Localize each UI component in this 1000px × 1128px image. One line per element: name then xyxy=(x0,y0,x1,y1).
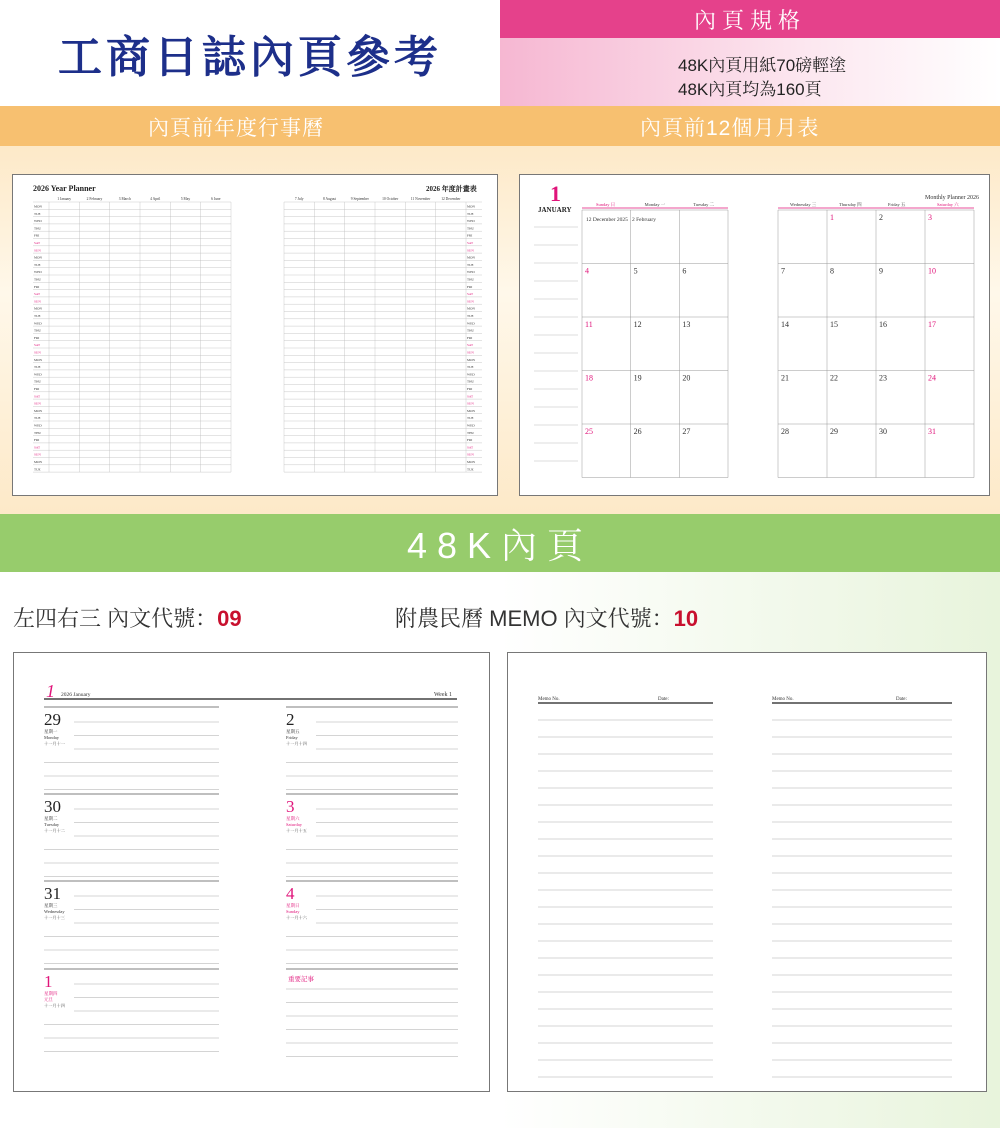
weekday-label: FRI xyxy=(34,233,40,238)
weekday-header: Thursday 四 xyxy=(839,202,862,207)
month-header: 5 May xyxy=(180,197,191,201)
monthly-planner-sheet xyxy=(520,175,989,495)
day-number: 6 xyxy=(682,266,687,276)
memo-date-label: Date: xyxy=(896,697,907,702)
diary-day-en: 元旦 xyxy=(44,997,53,1002)
day-number: 23 xyxy=(879,373,887,383)
diary-day-en: Sunday xyxy=(286,909,300,914)
weekday-label: TUE xyxy=(467,365,474,370)
diary-day-en: Saturday xyxy=(286,822,302,827)
weekday-label: SUN xyxy=(467,248,474,253)
diary-day-number: 31 xyxy=(44,884,61,903)
weekday-label: FRI xyxy=(467,233,473,238)
year-planner-title-cn: 2026 年度計畫表 xyxy=(426,185,477,193)
weekday-label: WED xyxy=(34,270,42,275)
weekday-label: TUE xyxy=(34,467,41,472)
day-number: 7 xyxy=(781,266,785,276)
diary-lunar-date: 十一月十三 xyxy=(44,915,65,920)
diary-month-number: 1 xyxy=(46,681,55,701)
weekday-label: SUN xyxy=(467,299,474,304)
day-number: 21 xyxy=(781,373,789,383)
diary-lunar-date: 十一月十一 xyxy=(44,741,65,746)
weekday-label: MON xyxy=(467,306,475,311)
diary-day-number: 2 xyxy=(286,710,295,729)
weekday-label: SAT xyxy=(467,292,474,297)
weekday-label: SAT xyxy=(467,445,474,450)
diary-page xyxy=(13,652,490,1092)
diary-day-number: 30 xyxy=(44,797,61,816)
weekday-label: MON xyxy=(34,357,42,362)
month-header: 1 January xyxy=(57,197,72,201)
weekday-label: MON xyxy=(34,408,42,413)
weekday-label: SUN xyxy=(34,401,41,406)
weekday-label: WED xyxy=(467,372,475,377)
spec-line: 48K內頁用紙70磅輕塗 xyxy=(678,56,847,75)
diary-day-cn: 星期五 xyxy=(286,729,300,734)
orange-section-band xyxy=(0,106,1000,146)
month-name: JANUARY xyxy=(538,206,572,214)
month-header: 3 March xyxy=(118,197,131,201)
day-number: 16 xyxy=(879,320,887,329)
memo-date-label: Date: xyxy=(658,697,669,702)
weekday-header: Friday 五 xyxy=(888,202,906,207)
month-header: 11 November xyxy=(410,197,431,201)
day-number: 18 xyxy=(585,373,593,383)
day-number: 26 xyxy=(633,427,642,436)
day-number: 3 xyxy=(928,213,932,222)
weekday-header: Tuesday 二 xyxy=(693,202,715,207)
weekday-label: FRI xyxy=(467,335,473,340)
weekday-label: MON xyxy=(34,460,42,464)
diary-day-en: Tuesday xyxy=(44,822,60,827)
weekday-label: SAT xyxy=(467,343,474,348)
memo-sheet xyxy=(508,653,986,1091)
year-planner-sheet xyxy=(13,175,497,495)
weekday-label: THU xyxy=(34,379,41,384)
month-header: 12 December xyxy=(441,197,461,201)
day-number: 22 xyxy=(830,373,838,383)
diary-day-cn: 星期日 xyxy=(286,903,300,908)
weekday-label: FRI xyxy=(34,438,40,443)
day-number: 13 xyxy=(682,320,691,329)
weekday-label: MON xyxy=(34,255,42,260)
weekday-label: MON xyxy=(467,255,475,260)
diary-lunar-date: 十一月十四 xyxy=(286,741,307,746)
monthly-calendar-label: 內頁前12個月月表 xyxy=(640,117,820,140)
day-number: 31 xyxy=(928,427,936,436)
weekday-label: FRI xyxy=(467,438,473,443)
weekday-label: WED xyxy=(34,219,42,224)
diary-day-number: 3 xyxy=(286,797,295,816)
weekday-label: THU xyxy=(34,226,41,231)
weekday-label: SUN xyxy=(34,350,41,355)
left-code-label xyxy=(13,602,242,633)
page-title: 工商日誌內頁參考 xyxy=(58,33,442,82)
weekday-label: WED xyxy=(34,423,42,428)
month-number: 1 xyxy=(550,181,561,206)
month-header: 10 October xyxy=(382,197,399,201)
weekday-label: THU xyxy=(467,328,474,333)
weekday-label: TUE xyxy=(34,262,41,267)
weekday-header: Wednesday 三 xyxy=(790,202,817,207)
mini-calendar-title: 12 December 2025 xyxy=(586,217,628,223)
memo-page xyxy=(507,652,987,1092)
month-header: 6 June xyxy=(211,197,221,201)
weekday-label: TUE xyxy=(467,262,474,267)
weekday-label: TUE xyxy=(467,416,474,421)
weekday-label: FRI xyxy=(467,387,473,391)
diary-day-cn: 星期四 xyxy=(44,991,58,996)
weekday-label: SAT xyxy=(34,394,41,399)
weekday-label: SUN xyxy=(34,248,41,253)
day-number: 1 xyxy=(830,213,834,222)
day-number: 11 xyxy=(585,320,593,329)
weekday-label: SAT xyxy=(34,445,41,450)
weekday-header: Monday 一 xyxy=(644,202,666,207)
weekday-label: SUN xyxy=(467,350,474,355)
diary-day-cn: 星期一 xyxy=(44,729,58,734)
weekday-label: WED xyxy=(467,321,475,326)
diary-day-en: Friday xyxy=(286,735,298,740)
monthly-planner-grid xyxy=(534,201,974,478)
inner-page-band: 48K內頁 xyxy=(0,514,1000,572)
diary-day-en: Monday xyxy=(44,735,59,740)
weekday-label: MON xyxy=(467,204,475,209)
weekday-label: SAT xyxy=(34,241,41,245)
year-calendar-label: 內頁前年度行事曆 xyxy=(148,117,324,140)
diary-day-number: 1 xyxy=(44,972,53,991)
weekday-label: THU xyxy=(34,277,41,282)
weekday-label: SAT xyxy=(467,241,474,245)
weekday-label: WED xyxy=(34,372,42,377)
monthly-planner-page xyxy=(519,174,990,496)
weekday-label: THU xyxy=(34,430,41,435)
diary-day-number: 4 xyxy=(286,884,295,903)
inner-page-section xyxy=(0,572,1000,1128)
year-planner-page xyxy=(12,174,498,496)
weekday-header: Sunday 日 xyxy=(596,202,616,207)
weekday-label: WED xyxy=(467,219,475,224)
weekday-label: FRI xyxy=(34,335,40,340)
weekday-label: MON xyxy=(467,460,475,464)
weekday-label: THU xyxy=(467,226,474,231)
weekday-label: TUE xyxy=(34,314,41,318)
day-number: 5 xyxy=(633,266,638,276)
day-number: 14 xyxy=(781,320,789,329)
weekday-label: SAT xyxy=(467,394,474,399)
day-number: 4 xyxy=(585,266,589,276)
diary-day-cn: 星期六 xyxy=(286,816,300,821)
weekday-label: WED xyxy=(467,423,475,428)
left-code-number: 09 xyxy=(217,606,242,631)
year-planner-grid xyxy=(33,197,482,472)
day-number: 2 xyxy=(879,213,883,222)
month-header: 9 September xyxy=(350,197,369,201)
day-number: 19 xyxy=(633,373,642,383)
weekday-label: THU xyxy=(467,277,474,282)
diary-day-cn: 星期二 xyxy=(44,816,58,821)
diary-notes-label: 重要記事 xyxy=(288,976,314,983)
weekday-label: TUE xyxy=(467,211,474,216)
weekday-label: TUE xyxy=(467,314,474,318)
weekday-label: SUN xyxy=(34,452,41,457)
day-number: 28 xyxy=(781,427,789,436)
memo-no-label: Memo No. xyxy=(772,697,794,702)
memo-no-label: Memo No. xyxy=(538,697,560,702)
left-code-text: 左四右三 內文代號： xyxy=(13,606,218,631)
diary-day-en: Wednesday xyxy=(44,909,65,914)
weekday-label: FRI xyxy=(34,284,40,289)
right-code-number: 10 xyxy=(673,606,699,631)
weekday-label: SUN xyxy=(467,452,474,457)
right-code-text: 附農民曆 MEMO 內文代號： xyxy=(395,606,674,631)
spec-panel xyxy=(500,38,1000,106)
day-number: 20 xyxy=(682,373,691,383)
weekday-label: MON xyxy=(34,306,42,311)
weekday-label: MON xyxy=(467,408,475,413)
day-number: 30 xyxy=(879,427,887,436)
weekday-label: THU xyxy=(467,379,474,384)
weekday-label: MON xyxy=(467,357,475,362)
diary-week-label: Week 1 xyxy=(434,692,453,698)
day-number: 17 xyxy=(928,320,936,329)
calendar-preview-section xyxy=(0,146,1000,514)
diary-day-cn: 星期三 xyxy=(44,903,58,908)
day-number: 10 xyxy=(928,266,936,276)
day-number: 12 xyxy=(633,320,642,329)
diary-lunar-date: 十一月十四 xyxy=(44,1003,65,1008)
month-header: 4 April xyxy=(150,197,161,201)
weekday-label: TUE xyxy=(467,467,474,472)
diary-sheet xyxy=(14,653,489,1091)
weekday-label: TUE xyxy=(34,365,41,370)
diary-grid xyxy=(44,699,458,1057)
memo-grid xyxy=(538,703,952,1091)
day-number: 24 xyxy=(928,373,936,383)
mini-calendar-title: 2 February xyxy=(632,217,656,223)
weekday-label: SUN xyxy=(34,299,41,304)
weekday-label: TUE xyxy=(34,211,41,216)
weekday-label: FRI xyxy=(467,284,473,289)
month-header: 8 August xyxy=(323,197,336,201)
diary-month-caption: 2026 January xyxy=(61,692,91,698)
month-header: 2 February xyxy=(86,197,103,201)
weekday-label: SAT xyxy=(34,343,41,348)
weekday-label: MON xyxy=(34,204,42,209)
diary-lunar-date: 十一月十二 xyxy=(44,828,65,833)
day-number: 8 xyxy=(830,266,834,276)
weekday-label: SUN xyxy=(467,401,474,406)
day-number: 27 xyxy=(682,427,691,436)
weekday-label: WED xyxy=(467,270,475,275)
weekday-label: WED xyxy=(34,321,42,326)
weekday-label: THU xyxy=(34,328,41,333)
day-number: 25 xyxy=(585,427,593,436)
spec-line: 48K內頁均為160頁 xyxy=(678,80,822,99)
day-number: 29 xyxy=(830,427,838,436)
day-number: 15 xyxy=(830,320,838,329)
diary-lunar-date: 十一月十六 xyxy=(286,915,307,920)
weekday-label: FRI xyxy=(34,387,40,391)
weekday-label: SAT xyxy=(34,292,41,297)
weekday-label: TUE xyxy=(34,416,41,421)
spec-header: 內頁規格 xyxy=(500,0,1000,38)
day-number: 9 xyxy=(879,266,883,276)
month-header: 7 July xyxy=(294,197,304,201)
diary-day-number: 29 xyxy=(44,710,61,729)
diary-lunar-date: 十一月十五 xyxy=(286,828,307,833)
weekday-label: THU xyxy=(467,430,474,435)
right-code-label xyxy=(395,602,698,633)
monthly-planner-header: Monthly Planner 2026 xyxy=(925,195,979,201)
year-planner-title: 2026 Year Planner xyxy=(33,184,96,193)
weekday-header: Saturday 六 xyxy=(937,202,959,207)
